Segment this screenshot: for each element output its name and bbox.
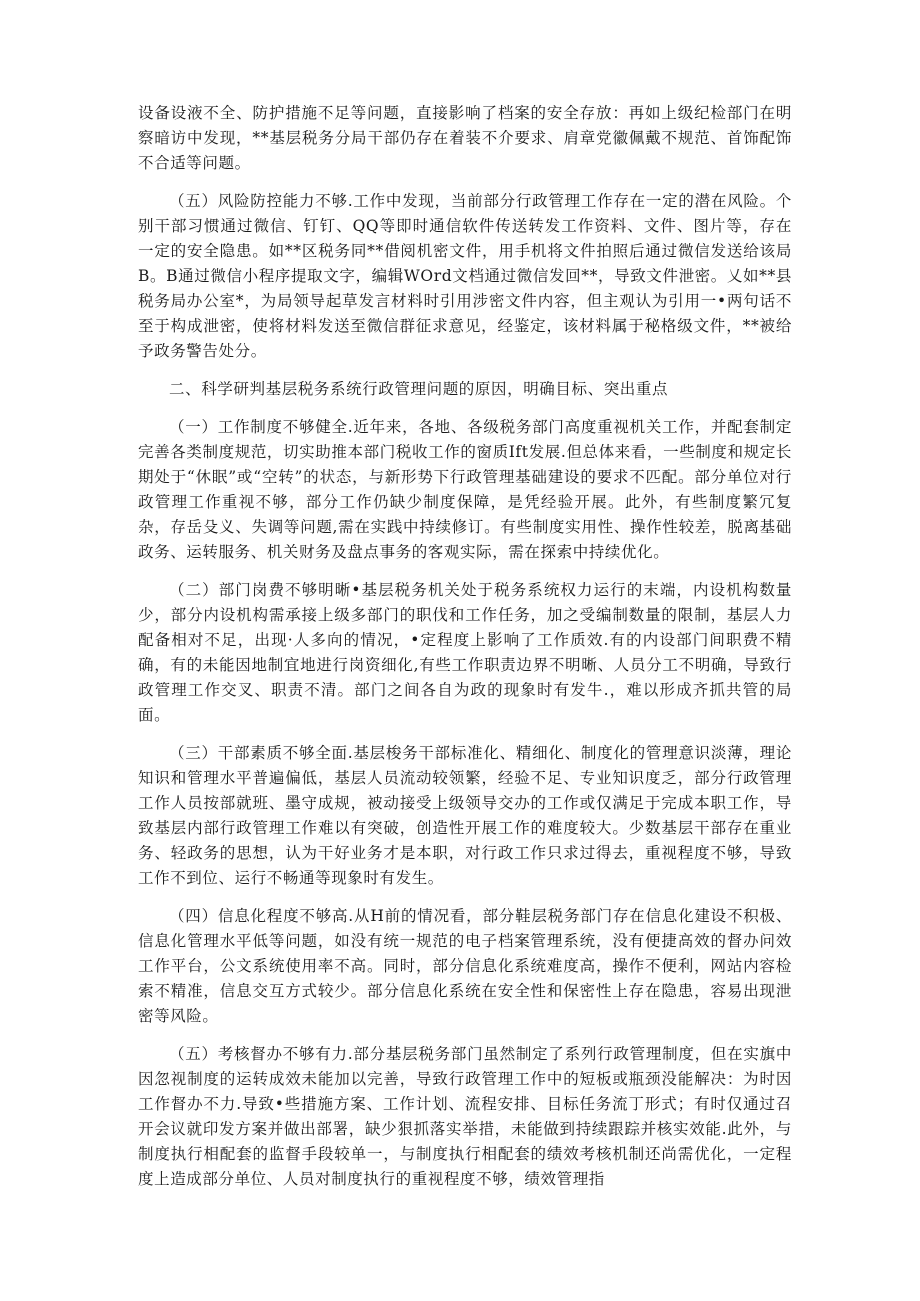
paragraph-continuation: 设备设液不全、防护措施不足等问题，直接影响了档案的安全存放：再如上级纪检部门在明察暗访中发现，**基层税务分局干部仍存在着装不介要求、肩章党徽佩戴不规范、首饰配饰不合适等问题。: [138, 104, 792, 172]
paragraph-assessment-supervision: （五）考核督办不够有力.部分基层税务部门虽然制定了系列行政管理制度，但在实旗中因忽视制度的运转成效未能加以完善，导致行政管理工作中的短板或瓶颈没能解决：为时因工作督办不力.导致•些措施方案、工作计划、流程安排、目标任务流丁形式；有时仅通过召开会议就印发方案并做出部署，缺少狠抓落实举措，未能做到持续跟踪并核实效能.此外，与制度执行相配套的监督手段较单一，与制度执行相配套的绩效考核机制还尚需优化，一定程度上造成部分单位、人员对制度执行的重视程度不够，绩效管理指: [138, 1045, 792, 1188]
paragraph-work-system: （一）工作制度不够健全.近年来，各地、各级税务部门高度重视机关工作，并配套制定完善各类制度规范，切实助推本部门税收工作的窗质Ift发展.但总体来看，一些制度和规定长期处于“休眠”或“空转”的状态，与新形势下行政管理基础建设的要求不匹配。部分单位对行政管理工作重视不够，部分工作仍缺少制度保障，是凭经验开展。此外，有些制度繁冗复杂，存岳殳义、失调等问题,需在实践中持续修订。有些制度实用性、操作性较差，脱离基础政务、运转服务、机关财务及盘点事务的客观实际，需在探索中持续优化。: [138, 418, 792, 561]
paragraph-department-duties: （二）部门岗费不够明晰•基层税务机关处于税务系统权力运行的末端，内设机构数量少，部分内设机构需承接上级多部门的职伐和工作任务，加之受编制数量的限制，基层人力配备相对不足，出现·人多向的情况，•定程度上影响了工作质效.有的内设部门间职费不精确，有的未能因地制宜地进行岗资细化,有些工作职责边界不明晰、人员分工不明确，导致行政管理工作交叉、职责不清。部门之间各自为政的现象时有发牛.，难以形成齐抓共管的局面。: [138, 581, 792, 724]
paragraph-cadre-quality: （三）干部素质不够全面.基层梭务干部标准化、精细化、制度化的管理意识淡薄，理论知识和管理水平普遍偏低，基层人员流动较领繁，经验不足、专业知识度乏，部分行政管理工作人员按部就班、墨守成规，被动接受上级领导交办的工作或仅满足于完成本职工作，导致基层内部行政管理工作难以有突破，创造性开展工作的难度较大。少数基层干部存在重业务、轻政务的思想，认为干好业务才是本职，对行政工作只求过得去，重视程度不够，导致工作不到位、运行不畅通等现象时有发生。: [138, 744, 792, 887]
document-page: [138, 101, 792, 1205]
paragraph-risk-control: （五）风险防控能力不够.工作中发现，当前部分行政管理工作存在一定的潜在风险。个别干部习惯通过微信、钉钉、QQ等即时通信软件传送转发工作资料、文件、图片等，存在一定的安全隐患。如**区税务同**借阅机密文件，用手机将文件拍照后通过微信发送给该局B。B通过微信小程序提取文字，编辑WOrd文档通过微信发回**，导致文件泄密。乂如**县税务局办公室*，为局领导起草发言材料时引用涉密文件内容，但主观认为引用一•两句话不至于构成泄密，使将材料发送至微信群征求意见，经鉴定，该材料属于秘格级文件，**被给予政务警告处分。: [138, 192, 792, 360]
paragraph-informatization: （四）信息化程度不够高.从H前的情况看，部分鞋层税务部门存在信息化建设不积极、信息化管理水平低等问题，如没有统一规范的电子档案管理系统，没有便捷高效的督办问效工作平台，公文系统使用率不高。同时，部分信息化系统难度高，操作不便利，网站内容检索不精准，信息交互方式较少。部分信息化系统在安全性和保密性上存在隐患，容易出现泄密等风险。: [138, 907, 792, 1025]
section-heading: 二、科学研判基层税务系统行政管理问题的原因，明确目标、突出重点: [169, 380, 669, 398]
